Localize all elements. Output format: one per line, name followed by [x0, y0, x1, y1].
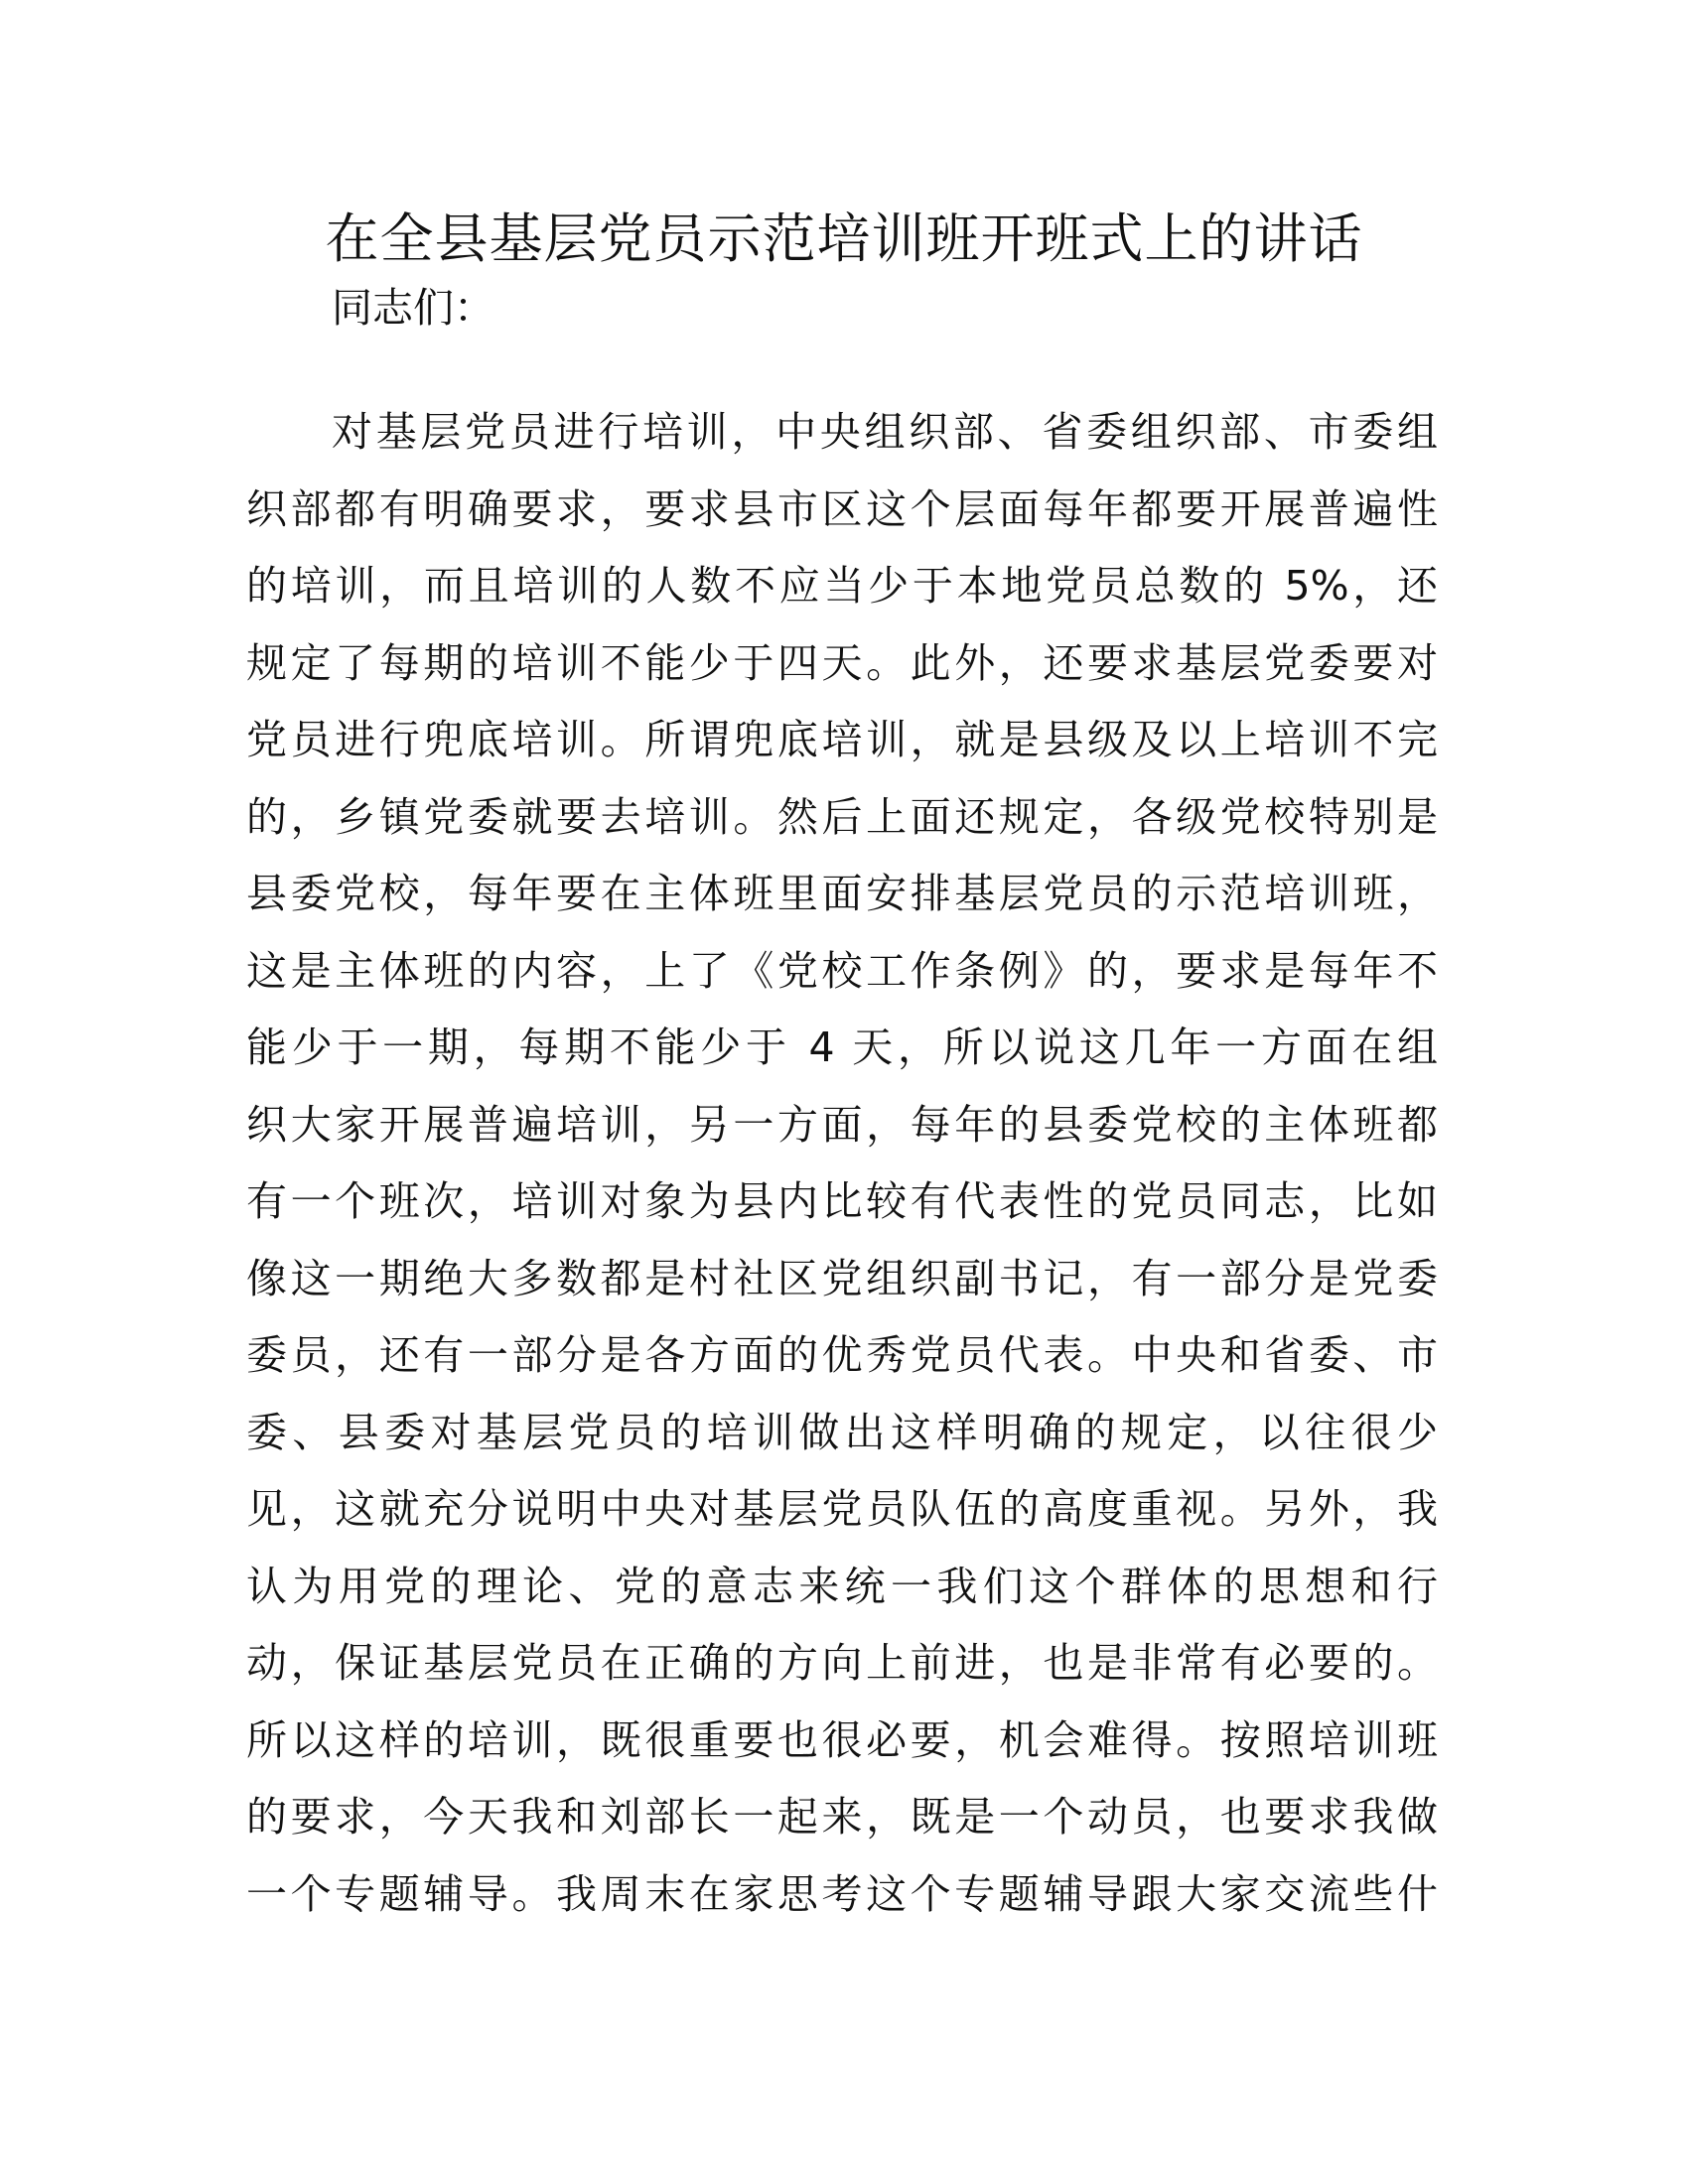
- text-line: 党员进行兜底培训。所谓兜底培训，就是县级及以上培训不完: [246, 716, 1438, 763]
- text-line: 县委党校，每年要在主体班里面安排基层党员的示范培训班，: [246, 870, 1438, 917]
- text-line: 这是主体班的内容，上了《党校工作条例》的，要求是每年不: [246, 946, 1438, 995]
- salutation: 同志们：: [332, 284, 494, 332]
- text-line: 认为用党的理论、党的意志来统一我们这个群体的思想和行: [246, 1562, 1438, 1610]
- text-line: 的要求，今天我和刘部长一起来，既是一个动员，也要求我做: [246, 1793, 1438, 1841]
- text-line: 能少于一期，每期不能少于 4 天，所以说这几年一方面在组: [246, 1024, 1438, 1071]
- text-line: 织部都有明确要求，要求县市区这个层面每年都要开展普遍性: [246, 484, 1438, 533]
- text-line: 见，这就充分说明中央对基层党员队伍的高度重视。另外，我: [246, 1485, 1438, 1533]
- text-line: 委员，还有一部分是各方面的优秀党员代表。中央和省委、市: [246, 1331, 1438, 1379]
- text-line: 的培训，而且培训的人数不应当少于本地党员总数的 5%，还: [246, 562, 1438, 610]
- text-line: 委、县委对基层党员的培训做出这样明确的规定，以往很少: [246, 1408, 1438, 1456]
- text-line: 动，保证基层党员在正确的方向上前进，也是非常有必要的。: [246, 1639, 1438, 1687]
- text-line: 一个专题辅导。我周末在家思考这个专题辅导跟大家交流些什: [246, 1869, 1438, 1918]
- text-line: 织大家开展普遍培训，另一方面，每年的县委党校的主体班都: [246, 1100, 1438, 1149]
- text-line: 规定了每期的培训不能少于四天。此外，还要求基层党委要对: [246, 638, 1438, 687]
- text-line: 所以这样的培训，既很重要也很必要，机会难得。按照培训班: [246, 1715, 1438, 1764]
- text-line: 的，乡镇党委就要去培训。然后上面还规定，各级党校特别是: [246, 792, 1438, 841]
- text-line: 有一个班次，培训对象为县内比较有代表性的党员同志，比如: [246, 1177, 1438, 1225]
- text-line: 像这一期绝大多数都是村社区党组织副书记，有一部分是党委: [246, 1254, 1438, 1302]
- body-paragraph: [246, 394, 1438, 1933]
- text-line: 对基层党员进行培训，中央组织部、省委组织部、市委组: [332, 408, 1438, 456]
- document-title: 在全县基层党员示范培训班开班式上的讲话: [325, 207, 1363, 270]
